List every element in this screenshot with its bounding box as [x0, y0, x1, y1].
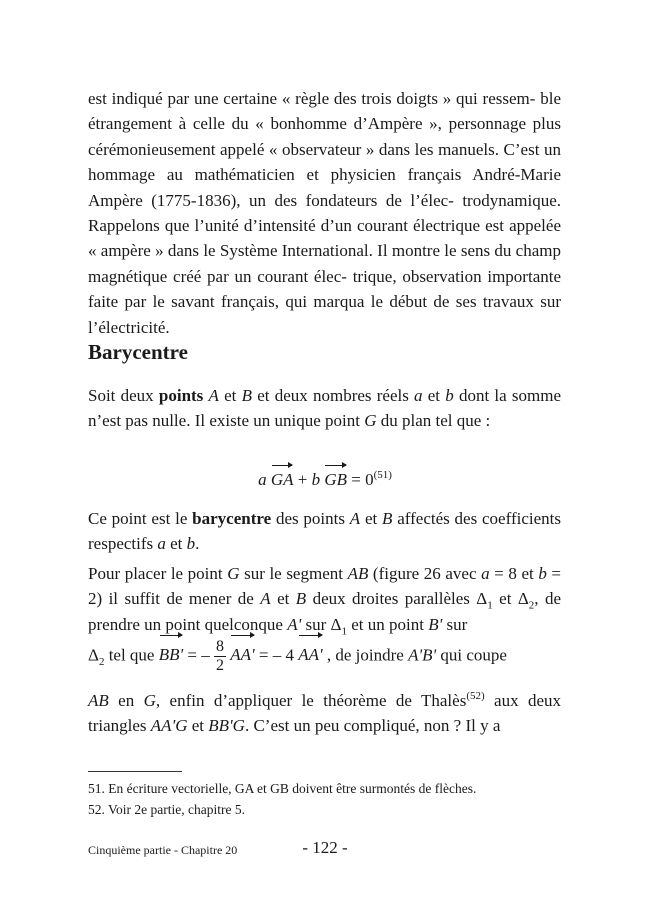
- intro-line: plus cérémonieusement appelé « observateur » dans les manuels.: [88, 114, 562, 159]
- intro-line: C’est un hommage au mathématicien et physicien français: [88, 139, 561, 185]
- intro-line: électrique est appelée « ampère » dans le Système International.: [88, 216, 561, 261]
- footnote-divider: [88, 771, 182, 772]
- intro-line: André-Marie Ampère (1775-1836), un des fondateurs de l’élec-: [88, 165, 562, 210]
- section-title: Barycentre: [88, 340, 188, 364]
- barycentre-definition: Ce point est le barycentre des points A et B affectés des coefficients respectifs a et b.: [88, 509, 561, 554]
- intro-line: ble étrangement à celle du « bonhomme d’Ampère », personnage: [88, 89, 561, 134]
- intro-line: Il montre le sens du champ magnétique créé par un courant élec-: [88, 241, 561, 286]
- barycentre-equation: a GA + b GB = $0^{(51)}$: [258, 469, 392, 489]
- footnote-51: 51. En écriture vectorielle, GA et GB doivent être surmontés de flèches.: [88, 781, 477, 796]
- construction-paragraph: Pour placer le point G sur le segment AB (figure 26 avec a = 8 et b = 2) il suffit de mener de A et B deux droites parallèles $\Delta_1$ et $\Delta_2$, de prendre un point quelconque A' sur $\Delta_1$ et un point B' sur: [88, 564, 561, 638]
- intro-line: marqua le début de ses travaux sur l’électricité.: [88, 292, 562, 337]
- chapter-label: Cinquième partie - Chapitre 20: [88, 843, 238, 857]
- page-number: - 122 -: [302, 838, 348, 857]
- intro-paragraph: [88, 86, 561, 340]
- intro-line: trodynamique. Rappelons que l’unité d’intensité d’un courant: [88, 190, 561, 236]
- definition-paragraph: Soit deux points A et B et deux nombres réels a et b dont la somme n’est pas nulle. Il existe un unique point G du plan tel que :: [88, 386, 561, 431]
- construction-formula-line: $\Delta_2$ tel que BB' = – $\frac{8}{2}$ AA' = – 4 AA' , de joindre A'B' qui coupe: [88, 638, 507, 674]
- thales-paragraph: AB en G, enfin d’appliquer le théorème de Thalès$^{(52)}$ aux deux triangles AA'G et BB'G. C’est un peu compliqué, non ? Il y a: [88, 690, 562, 736]
- footnote-52: 52. Voir 2e partie, chapitre 5.: [88, 802, 245, 817]
- footnotes: [88, 778, 561, 820]
- intro-line: trique, observation importante faite par le savant français, qui: [88, 266, 562, 312]
- intro-line: est indiqué par une certaine « règle des trois doigts » qui ressem-: [88, 89, 536, 108]
- fraction: $\frac{8}{2}$: [215, 638, 224, 674]
